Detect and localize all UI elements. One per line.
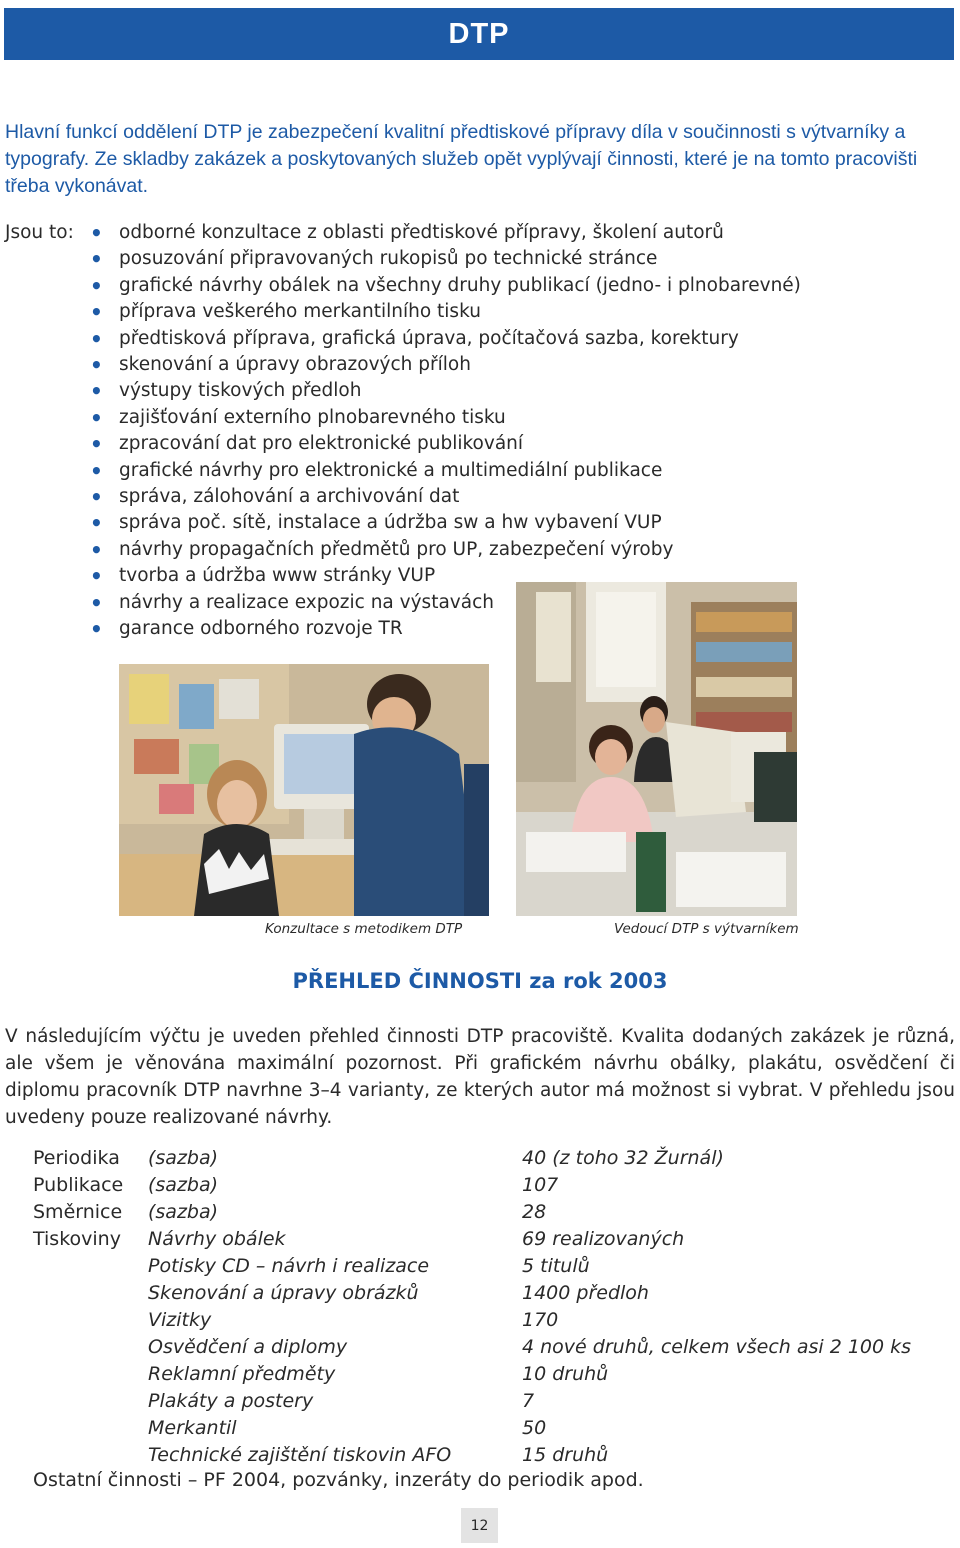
intro-paragraph: Hlavní funkcí oddělení DTP je zabezpečení kvalitní předtiskové přípravy díla v součinnosti s výtvarníky a typografy. Ze skladby zakázek a poskytovaných služeb opět vyplývají činnosti, které je na tomto pracovišti třeba vykonávat. [5,121,918,197]
bullet-icon: • [90,326,103,351]
bullet-icon: • [90,405,103,430]
bullet-icon: • [90,221,103,245]
body-paragraph: V následujícím výčtu je uveden přehled činnosti DTP pracoviště. Kvalita dodaných zakázek je různá, ale všem je věnována maximální pozornost. Při grafickém návrhu obálky, plakátu, osvědčení či diplomu pracovník DTP navrhne 3–4 varianty, ze kterých autor má možnost si vybrat. V přehledu jsou uvedeny pouze realizované návrhy. [5,1026,955,1128]
other-activities: Ostatní činnosti – PF 2004, pozvánky, inzeráty do periodik apod. [33,1469,644,1491]
photo-caption-right: Vedoucí DTP s výtvarníkem [614,921,799,937]
bullet-icon: • [90,485,103,510]
header-bar [4,8,954,60]
list-item: • odborné konzultace z oblasti předtiskové přípravy, školení autorů [90,221,724,245]
list-item: • zajišťování externího plnobarevného tisku [90,405,506,430]
bullet-icon: • [90,353,103,378]
photo-caption-left: Konzultace s metodikem DTP [265,921,463,937]
activities-label: Jsou to: [5,222,74,243]
bullet-icon: • [90,300,103,325]
section-title: PŘEHLED ČINNOSTI za rok 2003 [292,969,668,993]
list-item: • garance odborného rozvoje TR [90,617,403,642]
activities-list [90,220,810,643]
list-item: • grafické návrhy pro elektronické a multimediální publikace [90,458,663,483]
bullet-icon: • [90,432,103,457]
list-item: • příprava veškerého merkantilního tisku [90,300,481,325]
bullet-icon: • [90,537,103,562]
list-item: • návrhy propagačních předmětů pro UP, zabezpečení výroby [90,537,674,562]
photo-office [516,582,797,916]
list-item: • grafické návrhy obálek na všechny druhy publikací (jedno- i plnobarevné) [90,273,801,298]
list-item: • tvorba a údržba www stránky VUP [90,564,436,589]
bullet-icon: • [90,379,103,404]
list-item: • skenování a úpravy obrazových příloh [90,353,471,378]
bullet-icon: • [90,458,103,483]
bullet-icon: • [90,590,103,615]
list-item: • výstupy tiskových předloh [90,379,362,404]
photo-consultation [119,664,489,916]
list-item: • zpracování dat pro elektronické publikování [90,432,524,457]
bullet-icon: • [90,564,103,589]
bullet-icon: • [90,273,103,298]
list-item: • správa, zálohování a archivování dat [90,485,460,510]
bullet-icon: • [90,511,103,536]
page-number: 12 [461,1508,498,1543]
bullet-icon: • [90,617,103,642]
bullet-icon: • [90,247,103,272]
list-item: • návrhy a realizace expozic na výstavách [90,590,494,615]
list-item: • posuzování připravovaných rukopisů po technické stránce [90,247,658,272]
page-title: DTP [448,17,510,50]
list-item: • předtisková příprava, grafická úprava, počítačová sazba, korektury [90,326,739,351]
list-item: • správa poč. sítě, instalace a údržba sw a hw vybavení VUP [90,511,662,536]
